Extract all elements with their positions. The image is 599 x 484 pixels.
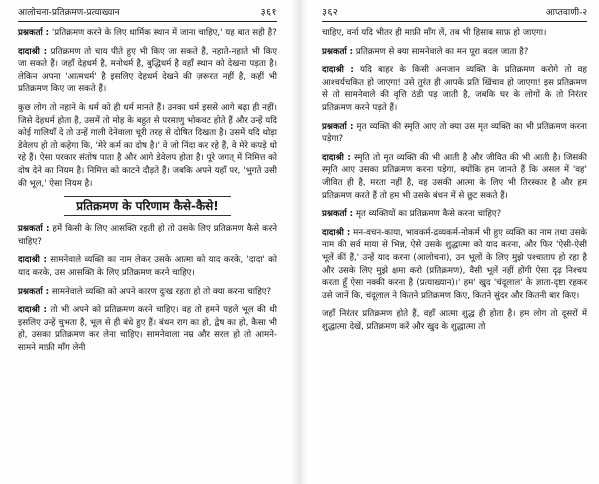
speaker-label: दादाश्री :: [18, 255, 47, 266]
section-title: प्रतिक्रमण के परिणाम कैसे-कैसे!: [18, 196, 277, 216]
paragraph: [18, 286, 277, 299]
paragraph-text: मन-वचन-काया, भावकर्म-द्रव्यकर्म-नोकर्म भी हुए व्यक्ति का नाम तथा उसके नाम की सर्व माया से भिन्न, ऐसे उसके शुद्धात्मा को याद करना, और फिर 'ऐसी-ऐसी भूलें कीं हैं,' उन्हें याद करना (आलोचना), उन भूलों के लिए मुझे पश्चाताप हो रहा है और उसके लिए मुझे क्षमा करो (प्रतिक्रमण), वैसी भूलें नहीं होंगी ऐसा दृढ़ निश्चय करता हूँ ऐसा नक्की करना है (प्रत्याख्यान)।' हम' खुद 'चंदूलाल' के ज्ञाता-दृष्टा रहकर उसे जानें कि, चंदूलाल ने कितने प्रतिक्रमण किए, कितने सुंदर और कितनी बार किए।: [322, 227, 587, 301]
paragraph: [18, 27, 277, 40]
speaker-label: प्रश्नकर्ता :: [322, 121, 354, 132]
speaker-label: दादाश्री :: [322, 227, 351, 238]
paragraph-text: कुछ लोग तो नहाने के धर्म को ही धर्म मानते हैं। उनका धर्म इससे आगे बढ़ा ही नहीं। जिसे देहधर्म होता है, उसमें तो मोह के बहुत से परमाणु भोकवट होते हैं और उन्हें यदि कोई गालियाँ दे तो उन्हें गाली देनेवाला चूरी तरह से दोषित दिखता है। उसमें यदि थोड़ा डेवेलप हो तो कहेगा कि, 'मेरे कर्म का दोष है।' वे जो निंदा कर रहे हैं, वे मेरे कपड़े धो रहे हैं। ऐसा परकार संतोष पाता है और आगे डेवेलप होता है। पूरे जगत् में निमित्त को दोष देने का नियम है। निमित्त को काटने दौड़ते हैं। जबकि अपने यहाँ पर, 'भुगते उसी की भूल,' ऐसा नियम है।: [18, 102, 277, 189]
book-gutter: [291, 0, 308, 484]
right-page: [308, 0, 599, 484]
paragraph: [322, 121, 587, 146]
right-page-header: [322, 6, 587, 22]
paragraph: [18, 304, 277, 354]
paragraph-text: जहाँ निरंतर प्रतिक्रमण होते हैं, वहाँ आत्मा शुद्ध ही होता है। हम लोग तो दूसरों में शुद्धात्मा देखें, प्रतिक्रमण करें और खुद के शुद्धात्मा तो: [322, 309, 587, 332]
speaker-label: दादाश्री :: [322, 152, 351, 163]
paragraph-text: यदि बाहर के किसी अनजान व्यक्ति के प्रतिक्रमण करोगे तो वह आश्चर्यचकित हो जाएगा! उसे तुरंत ही आपके प्रति खिंचाव हो जाएगा! इस प्रतिक्रमण से तो सामनेवाले की वृत्ति ठंडी पड़ जाती है, जबकि घर के लोगों के तो निरंतर प्रतिक्रमण करने पड़ते हैं।: [322, 65, 587, 113]
paragraph: [322, 308, 587, 333]
paragraph-text: सामनेवाले व्यक्ति को अपने कारण दुःख रहता हो तो क्या करना चाहिए?: [49, 286, 272, 297]
paragraph: [322, 227, 587, 303]
speaker-label: प्रश्नकर्ता :: [18, 224, 50, 235]
left-page-header: [18, 6, 277, 22]
paragraph: [18, 223, 277, 248]
paragraph-text: तो भी अपने को प्रतिक्रमण करने चाहिए। वह तो हमने पहले भूल की थी इसलिए उन्हें चुभता है, भूल से ही बंधे हुए हैं। बंधन राग का हो, द्वेष का हो, कैसा भी हो, उसका प्रतिक्रमण कर लेना चाहिए। सामनेवाला नम्र और सरल हो तो आमने-सामने माफ़ी माँग लेनी: [18, 305, 277, 353]
paragraph: [18, 46, 277, 96]
paragraph-text: प्रतिक्रमण तो चाय पीते हुए भी किए जा सकते हैं, नहाते-नहाते भी किए जा सकते हैं। जहाँ देहधर्म है, मनोधर्म है, बुद्धिधर्म है वहाँ स्थान को देखना पड़ता है। लेकिन अपना 'आत्मधर्म' है इसलिए देहधर्म देखने की ज़रूरत नहीं है, कहीं भी प्रतिक्रमण किए जा सकते हैं।: [18, 46, 277, 95]
right-page-number: ३६२: [322, 7, 339, 18]
paragraph-text: मृत व्यक्तियों का प्रतिक्रमण कैसे करना चाहिए?: [353, 209, 502, 220]
paragraph-text: प्रतिक्रमण से क्या सामनेवाले का मन पूरा बदल जाता है?: [353, 46, 529, 57]
speaker-label: दादाश्री :: [18, 46, 48, 57]
speaker-label: प्रश्नकर्ता :: [322, 46, 354, 57]
paragraph: [322, 208, 587, 221]
speaker-label: प्रश्नकर्ता :: [18, 286, 50, 297]
right-page-body: [322, 27, 587, 333]
paragraph-text: स्मृति तो मृत व्यक्ति की भी आती है और जीवित की भी आती है। जिसकी स्मृति आए उसका प्रतिक्रमण करना पड़ेगा, क्योंकि हम जानते हैं कि असल में 'वह' जीवित ही है, मरता नहीं है, वह उसकी आत्मा के लिए भी तिरस्कार है और हम प्रतिक्रमण करते हैं तो हम भी उसके बंधन में से छूट सकते हैं।: [322, 152, 587, 201]
paragraph: [322, 27, 587, 40]
paragraph-text: मृत व्यक्ति की स्मृति आए तो क्या उस मृत व्यक्ति का भी प्रतिक्रमण करना पड़ेगा?: [322, 121, 587, 145]
paragraph: [322, 152, 587, 202]
speaker-label: दादाश्री :: [322, 65, 354, 76]
paragraph-text: सामनेवाले व्यक्ति का नाम लेकर उसके आत्मा को याद करके, 'दादा' को याद करके, उस आसक्ति के लिए प्रतिक्रमण करने चाहिए।: [18, 255, 277, 278]
paragraph-text: चाहिए, वर्ना यदि भीतर ही माफ़ी माँग लें, तब भी हिसाब साफ़ हो जाएगा।: [322, 28, 547, 38]
left-page: [0, 0, 291, 484]
paragraph: [322, 64, 587, 114]
paragraph: [18, 254, 277, 279]
right-running-head: आप्तवाणी-२: [545, 8, 587, 18]
paragraph: [18, 102, 277, 190]
left-running-head: आलोचना-प्रतिक्रमण-प्रत्याख्यान: [18, 8, 120, 18]
speaker-label: दादाश्री :: [18, 305, 47, 316]
left-page-body: [18, 27, 277, 354]
paragraph-text: हमें किसी के लिए आसक्ति रहती हो तो उसके लिए प्रतिक्रमण कैसे करने चाहिए?: [18, 224, 277, 247]
paragraph-text: 'प्रतिक्रमण करने के लिए धार्मिक स्थान में जाना चाहिए,' यह बात सही है?: [49, 28, 277, 38]
speaker-label: प्रश्नकर्ता :: [18, 28, 50, 38]
paragraph: [322, 46, 587, 59]
speaker-label: प्रश्नकर्ता :: [322, 209, 354, 220]
left-page-number: ३६१: [260, 7, 277, 18]
